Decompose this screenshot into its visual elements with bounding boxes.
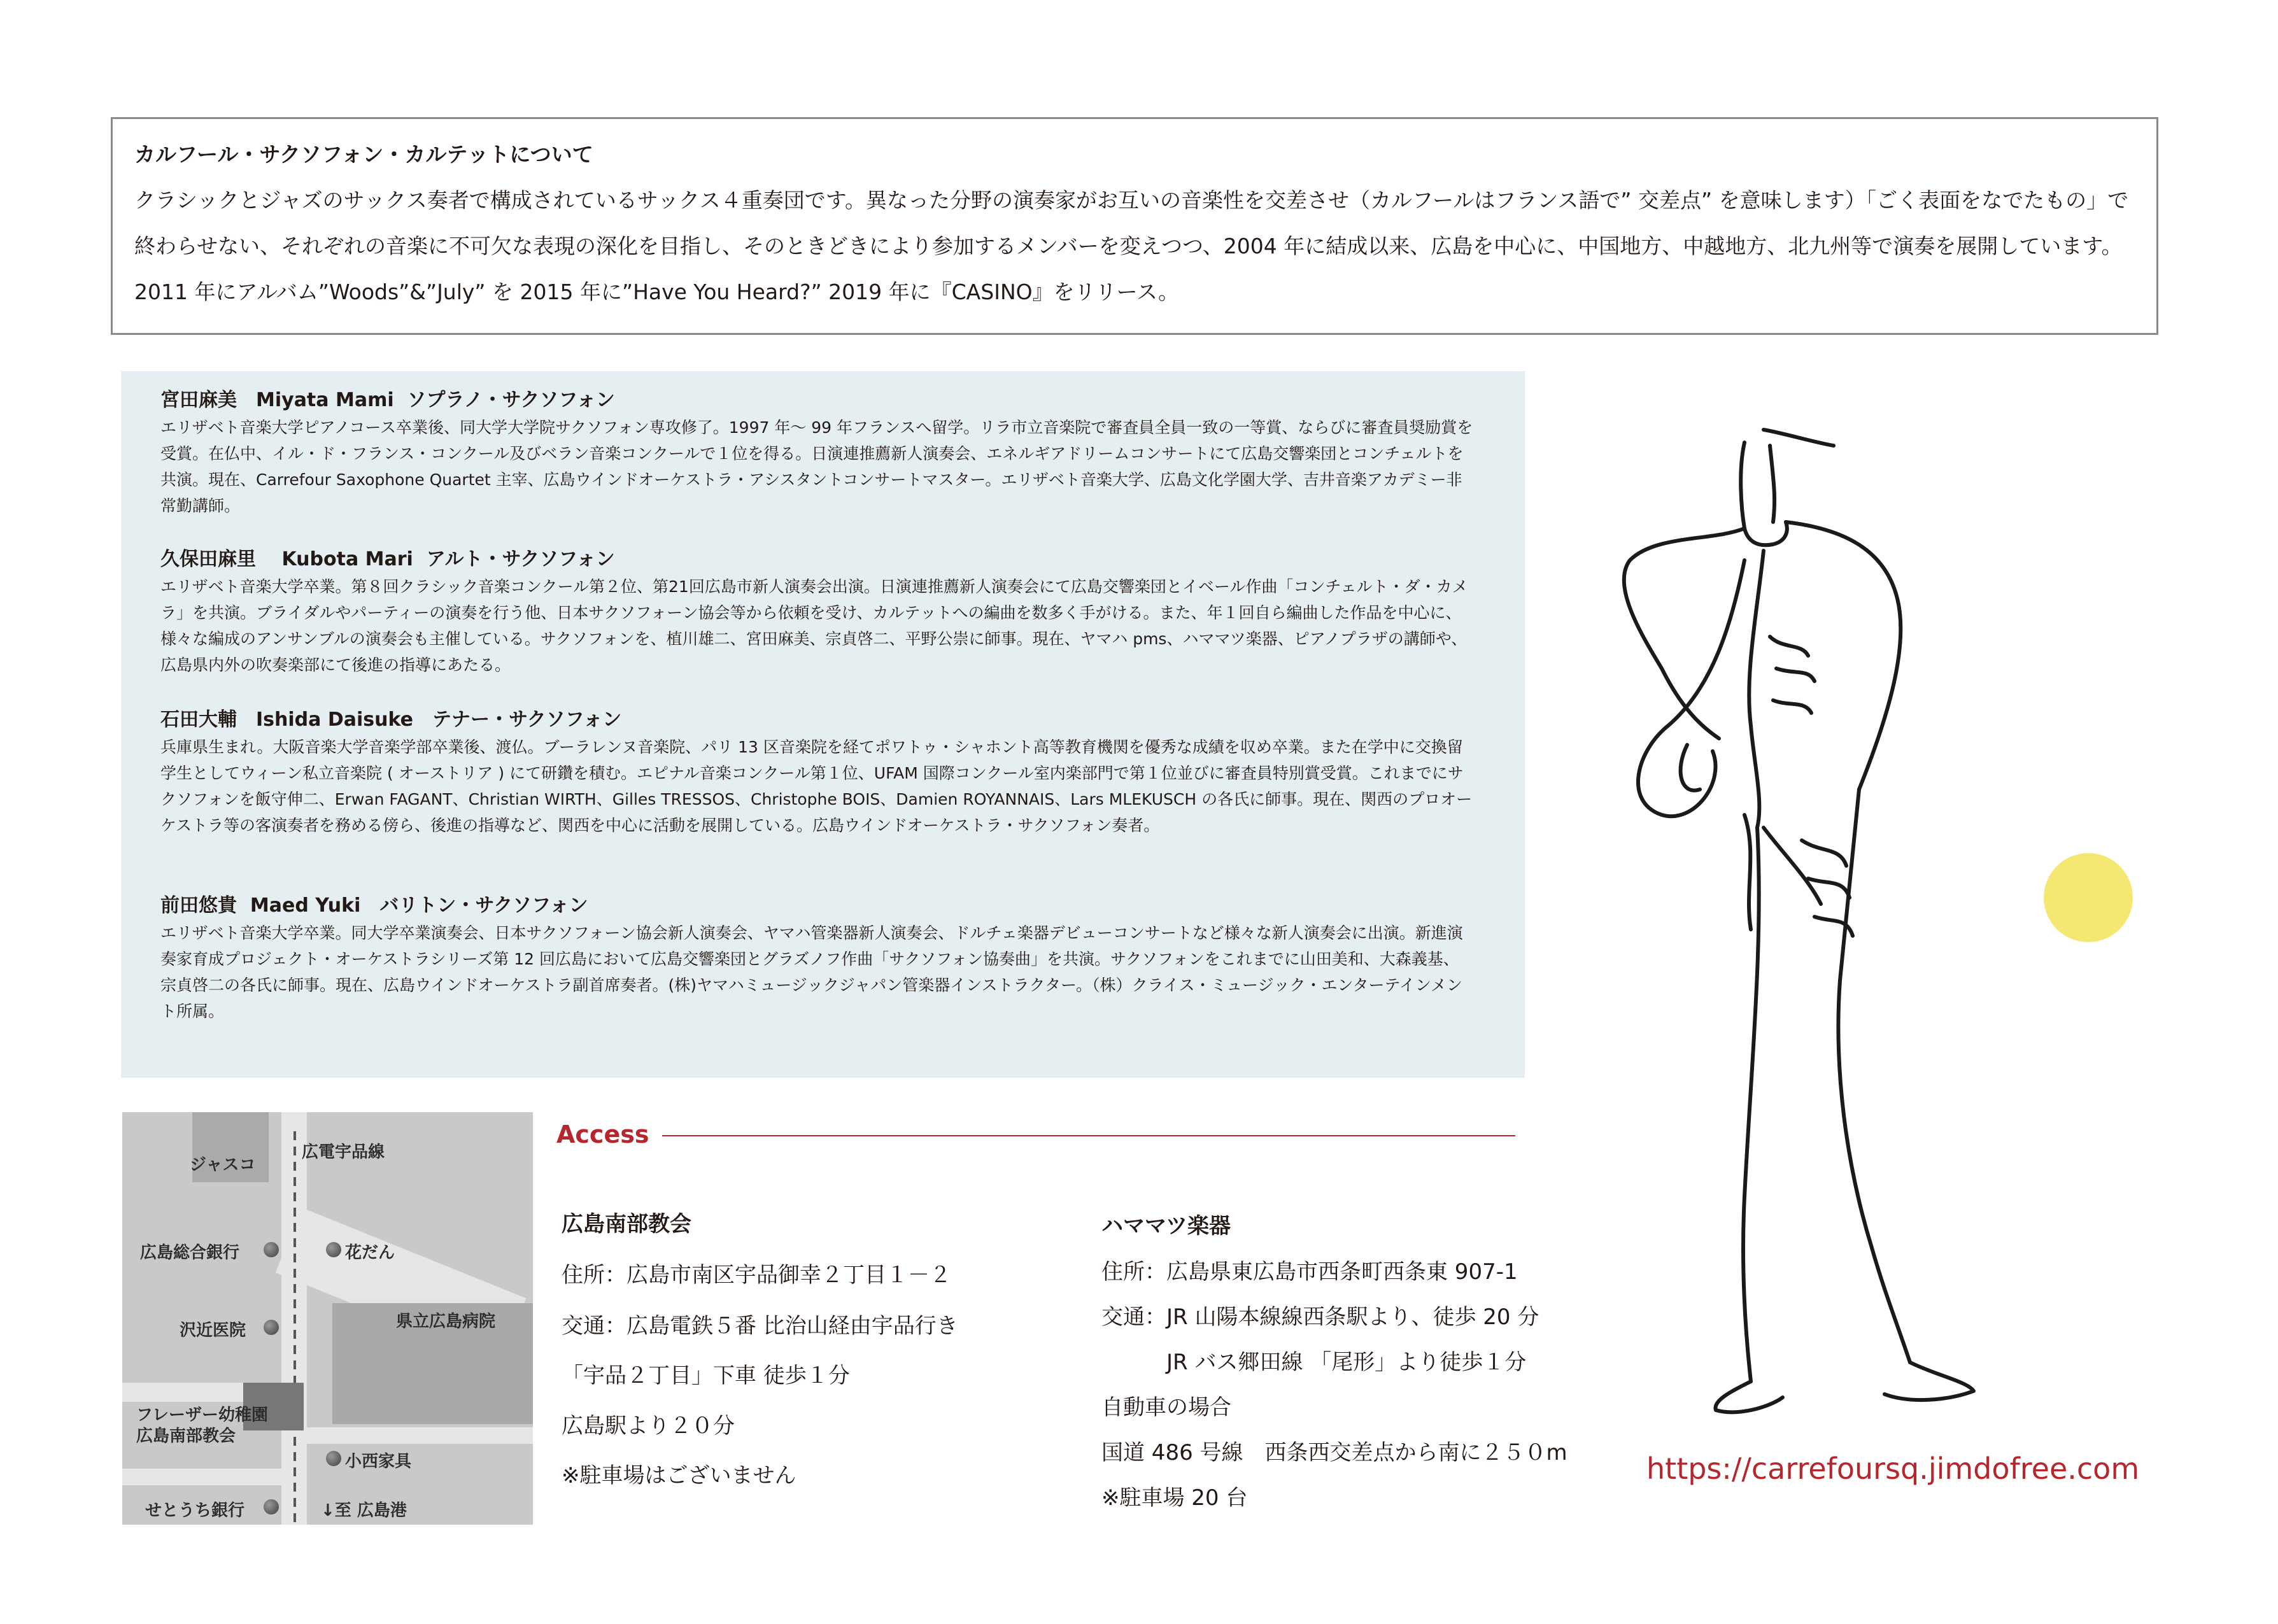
member-name: 石田大輔 Ishida Daisuke テナー・サクソフォン [160,709,622,731]
venue-hamamatsu-line: ※駐車場 20 台 [1101,1485,1248,1511]
members-panel [121,371,1525,1078]
about-text: クラシックとジャズのサックス奏者で構成されているサックス４重奏団です。異なった分野の演奏家がお互いの音楽性を交差させ（カルフールはフランス語で” 交差点” を意味します）「ごく表面をなでたもの」で終わらせない、それぞれの音楽に不可欠な表現の深化を目指し、そのときどきにより参加するメンバーを変えつつ、2004 年に結成以来、広島を中心に、中国地方、中越地方、北九州等で演奏を展開しています。2011 年にアルバム”Woods”&”July” を 2015 年に”Have You Heard?” 2019 年に『CASINO』をリリース。 [134,188,2129,304]
member-bio: 兵庫県生まれ。大阪音楽大学音楽学部卒業後、渡仏。ブーラレンヌ音楽院、パリ 13 区音楽院を経てポワトゥ・シャホント高等教育機関を優秀な成績を収め卒業。また在学中に交換留学生としてウィーン私立音楽院 ( オーストリア ) にて研鑽を積む。エピナル音楽コンクール第１位、UFAM 国際コンクール室内楽部門で第１位並びに審査員特別賞受賞。これまでにサクソフォンを飯守伸二、Erwan FAGANT、Christian WIRTH、Gilles TRESSOS、Christophe BOIS、Damien ROYANNAIS、Lars MLEKUSCH の各氏に師事。現在、関西のプロオーケストラ等の客演奏者を務める傍ら、後進の指導など、関西を中心に活動を展開している。広島ウインドオーケストラ・サクソフォン奏者。 [160,738,1473,835]
website-link[interactable]: https://carrefoursq.jimdofree.com [1646,1451,2140,1486]
map-label-setouchi-bank: せとうち銀行 [145,1501,245,1520]
venue-title-church: 広島南部教会 [562,1211,691,1237]
venue-hamamatsu-line: 交通：JR 山陽本線線西条駅より、徒歩 20 分 [1101,1304,1539,1330]
access-map [122,1112,533,1525]
member-kubota [160,547,1473,678]
member-ishida [160,707,1473,838]
access-divider [662,1135,1515,1136]
yellow-dot [2044,853,2133,942]
venue-church-line: ※駐車場はございません [562,1463,796,1488]
about-section [111,117,2158,335]
member-bio: エリザベト音楽大学卒業。第８回クラシック音楽コンクール第２位、第21回広島市新人演奏会出演。日演連推薦新人演奏会にて広島交響楽団とイベール作曲「コンチェルト・ダ・カメラ」を共演。ブライダルやパーティーの演奏を行う他、日本サクソフォーン協会等から依頼を受け、カルテットへの編曲を数多く手がける。また、年１回自ら編曲した作品を中心に、様々な編成のアンサンブルの演奏会も主催している。サクソフォンを、植川雄二、宮田麻美、宗貞啓二、平野公崇に師事。現在、ヤマハ pms、ハママツ楽器、ピアノプラザの講師や、広島県内外の吹奏楽部にて後進の指導にあたる。 [160,577,1468,674]
member-name: 久保田麻里 Kubota Mari アルト・サクソフォン [160,548,615,570]
map-pin-icon [264,1499,279,1515]
map-label-hanadan: 花だん [345,1243,395,1262]
map-label-tram-line: 広電宇品線 [302,1143,385,1162]
tram-line [292,1131,298,1525]
venue-church-line: 広島駅より２０分 [562,1413,735,1439]
map-label-sawachika: 沢近医院 [180,1321,246,1340]
venue-church-line: 住所：広島市南区宇品御幸２丁目１－２ [562,1262,951,1288]
member-maeda [160,893,1473,1024]
venue-hamamatsu-line: 自動車の場合 [1101,1395,1231,1420]
map-road [122,1469,281,1485]
member-miyata [160,388,1473,519]
map-label-hospital: 県立広島病院 [396,1312,496,1331]
map-pin-icon [264,1242,279,1257]
about-title: カルフール・サクソフォン・カルテットについて [134,142,593,167]
venue-hamamatsu-line: 住所：広島県東広島市西条町西条東 907-1 [1101,1259,1518,1285]
member-name: 宮田麻美 Miyata Mami ソプラノ・サクソフォン [160,389,615,411]
map-pin-icon [326,1451,341,1466]
map-label-konishi: 小西家具 [345,1452,412,1471]
map-pin-icon [326,1242,341,1257]
venue-church-line: 交通：広島電鉄５番 比治山経由宇品行き [562,1313,958,1339]
venue-church-line: 「宇品２丁目」下車 徒歩１分 [562,1363,850,1388]
venue-title-hamamatsu: ハママツ楽器 [1101,1213,1231,1239]
saxophone-player-illustration [1553,369,2190,1464]
map-label-jasco: ジャスコ [190,1155,256,1175]
map-pin-icon [264,1320,279,1335]
map-label-to-port: ↓至 広島港 [321,1501,407,1520]
access-heading: Access [556,1120,649,1148]
member-bio: エリザベト音楽大学卒業。同大学卒業演奏会、日本サクソフォーン協会新人演奏会、ヤマハ管楽器新人演奏会、ドルチェ楽器デビューコンサートなど様々な新人演奏会に出演。新進演奏家育成プロジェクト・オーケストラシリーズ第 12 回広島において広島交響楽団とグラズノフ作曲「サクソフォン協奏曲」を共演。サクソフォンをこれまでに山田美和、大森義基、宗貞啓二の各氏に師事。現在、広島ウインドオーケストラ副首席奏者。(株)ヤマハミュージックジャパン管楽器インストラクター。（株）クライス・ミュージック・エンターテインメント所属。 [160,924,1463,1020]
venue-hamamatsu-line: JR バス郷田線 「尾形」より徒歩１分 [1101,1350,1527,1375]
map-road [307,1427,533,1444]
map-label-bank-sogo: 広島総合銀行 [140,1243,240,1262]
venue-hamamatsu-line: 国道 486 号線 西条西交差点から南に２５０m [1101,1440,1567,1465]
member-bio: エリザベト音楽大学ピアノコース卒業後、同大学大学院サクソフォン専攻修了。1997 年〜 99 年フランスへ留学。リラ市立音楽院で審査員全員一致の一等賞、ならびに審査員奨励賞を受賞。在仏中、イル・ド・フランス・コンクール及びベラン音楽コンクールで１位を得る。日演連推薦新人演奏会、エネルギアドリームコンサートにて広島交響楽団とコンチェルトを共演。現在、Carrefour Saxophone Quartet 主宰、広島ウインドオーケストラ・アシスタントコンサートマスター。エリザベト音楽大学、広島文化学園大学、吉井音楽アカデミー非常勤講師。 [160,418,1473,515]
map-label-kindergarten: フレーザー幼稚園 [136,1406,268,1425]
member-name: 前田悠貴 Maed Yuki バリトン・サクソフォン [160,894,588,917]
map-label-church: 広島南部教会 [136,1427,236,1446]
